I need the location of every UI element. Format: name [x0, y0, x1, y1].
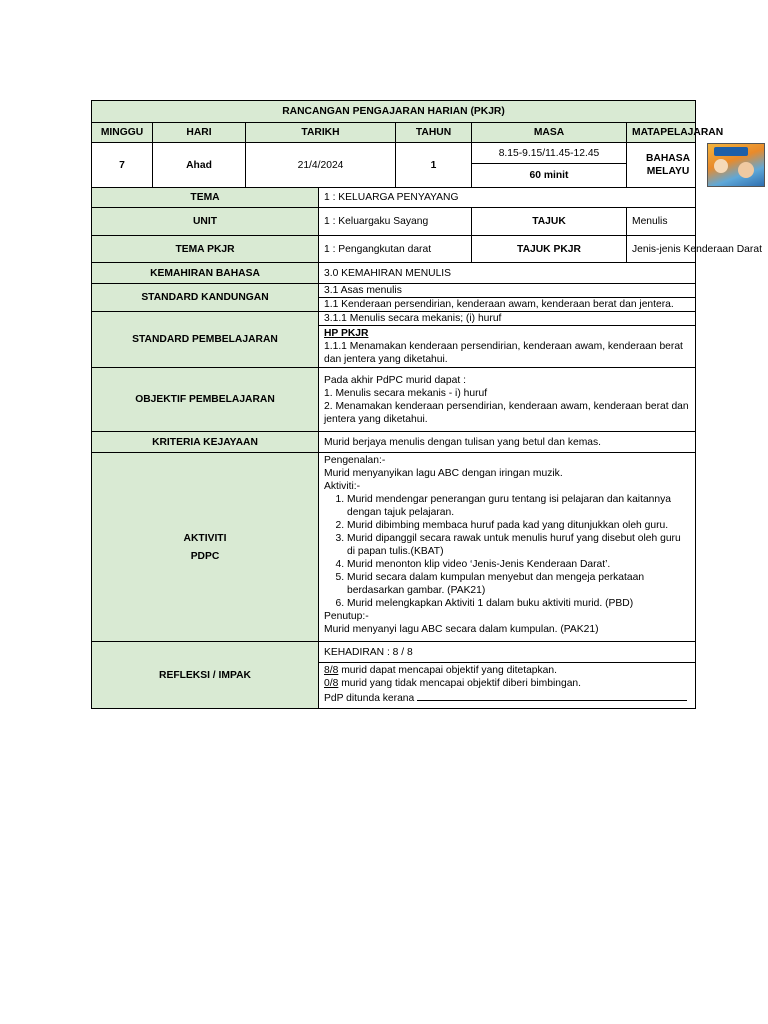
aktiviti-heading: Aktiviti:-	[324, 481, 361, 492]
sp-line-1: 3.1.1 Menulis secara mekanis; (i) huruf	[319, 312, 696, 326]
list-item: 6. Murid melengkapkan Aktiviti 1 dalam buku aktiviti murid. (PBD)	[347, 597, 690, 610]
sp-hp-heading: HP PKJR	[324, 328, 369, 339]
list-item: 3. Murid dipanggil secara rawak untuk menulis huruf yang disebut oleh guru di papan tulis.(KBAT)	[347, 532, 690, 558]
list-item: 5. Murid secara dalam kumpulan menyebut dan mengeja perkataan berdasarkan gambar. (PAK21)	[347, 571, 690, 597]
aktiviti-label	[92, 453, 319, 642]
refleksi-cell	[319, 663, 696, 709]
sp-line-2: 1.1.1 Menamakan kenderaan persendirian, kenderaan awam, kenderaan berat dan jentera yang diketahui.	[324, 341, 683, 365]
aktiviti-pengenalan-heading: Pengenalan:-	[324, 455, 386, 466]
tema-pkjr-value: 1 : Pengangkutan darat	[319, 236, 472, 263]
objektif-cell	[319, 368, 696, 432]
objektif-label: OBJEKTIF PEMBELAJARAN	[92, 368, 319, 432]
aktiviti-penutup-text: Murid menyanyi lagu ABC secara dalam kumpulan. (PAK21)	[324, 624, 599, 635]
header-tahun: TAHUN	[396, 123, 472, 143]
tarikh-value: 21/4/2024	[246, 143, 396, 188]
tajuk-pkjr-label: TAJUK PKJR	[472, 236, 627, 263]
aktiviti-label-line-2: PDPC	[190, 550, 220, 562]
tajuk-value: Menulis	[627, 208, 696, 236]
sp-hp-cell	[319, 326, 696, 368]
tema-value: 1 : KELUARGA PENYAYANG	[319, 188, 696, 208]
header-masa: MASA	[472, 123, 627, 143]
tema-pkjr-label: TEMA PKJR	[92, 236, 319, 263]
kemahiran-value: 3.0 KEMAHIRAN MENULIS	[319, 263, 696, 284]
objektif-item-1: 1. Menulis secara mekanis - i) huruf	[324, 387, 488, 399]
aktiviti-pengenalan-text: Murid menyanyikan lagu ABC dengan iringan muzik.	[324, 468, 563, 479]
hari-value: Ahad	[153, 143, 246, 188]
subject-line-2: MELAYU	[646, 166, 690, 177]
tajuk-pkjr-value: Jenis-jenis Kenderaan Darat	[627, 236, 696, 263]
sk-line-2: 1.1 Kenderaan persendirian, kenderaan awam, kenderaan berat dan jentera.	[319, 298, 696, 312]
aktiviti-cell	[319, 453, 696, 642]
header-matapelajaran: MATAPELAJARAN	[627, 123, 696, 143]
subject-cell	[627, 143, 696, 188]
objektif-item-2: 2. Menamakan kenderaan persendirian, kenderaan awam, kenderaan berat dan jentera yang diketahui.	[324, 400, 689, 425]
list-item: 2. Murid dibimbing membaca huruf pada kad yang ditunjukkan oleh guru.	[347, 519, 690, 532]
minggu-value: 7	[92, 143, 153, 188]
aktiviti-penutup-heading: Penutup:-	[324, 611, 369, 622]
sk-line-1: 3.1 Asas menulis	[319, 284, 696, 298]
header-minggu: MINGGU	[92, 123, 153, 143]
unit-value: 1 : Keluargaku Sayang	[319, 208, 472, 236]
rph-table	[91, 100, 762, 709]
kehadiran-value: KEHADIRAN : 8 / 8	[319, 642, 696, 663]
refleksi-num-1: 8/8	[324, 665, 339, 676]
refleksi-label: REFLEKSI / IMPAK	[92, 642, 319, 709]
aktiviti-list	[324, 493, 690, 610]
kriteria-label: KRITERIA KEJAYAAN	[92, 432, 319, 453]
subject-line-1: BAHASA	[645, 153, 691, 164]
refleksi-text-1: murid dapat mencapai objektif yang ditetapkan.	[338, 665, 557, 676]
page-title: RANCANGAN PENGAJARAN HARIAN (PKJR)	[92, 101, 696, 123]
objektif-intro: Pada akhir PdPC murid dapat :	[324, 374, 466, 386]
standard-kandungan-label: STANDARD KANDUNGAN	[92, 284, 319, 312]
refleksi-blank-line	[417, 690, 687, 701]
refleksi-num-2: 0/8	[324, 678, 339, 689]
aktiviti-label-line-1: AKTIVITI	[183, 532, 227, 544]
tahun-value: 1	[396, 143, 472, 188]
standard-pembelajaran-label: STANDARD PEMBELAJARAN	[92, 312, 319, 368]
kriteria-value: Murid berjaya menulis dengan tulisan yang betul dan kemas.	[319, 432, 696, 453]
masa-value: 8.15-9.15/11.45-12.45	[472, 143, 627, 164]
tajuk-label: TAJUK	[472, 208, 627, 236]
tema-label: TEMA	[92, 188, 319, 208]
header-hari: HARI	[153, 123, 246, 143]
unit-label: UNIT	[92, 208, 319, 236]
list-item: 4. Murid menonton klip video ‘Jenis-Jenis Kenderaan Darat’.	[347, 558, 690, 571]
list-item: 1. Murid mendengar penerangan guru tentang isi pelajaran dan kaitannya dengan tajuk pelajaran.	[347, 493, 690, 519]
refleksi-text-2: murid yang tidak mencapai objektif diberi bimbingan.	[338, 678, 582, 689]
header-tarikh: TARIKH	[246, 123, 396, 143]
refleksi-text-3: PdP ditunda kerana	[324, 693, 418, 704]
durasi-value: 60 minit	[472, 164, 627, 188]
textbook-cover-image	[707, 143, 765, 187]
kemahiran-label: KEMAHIRAN BAHASA	[92, 263, 319, 284]
